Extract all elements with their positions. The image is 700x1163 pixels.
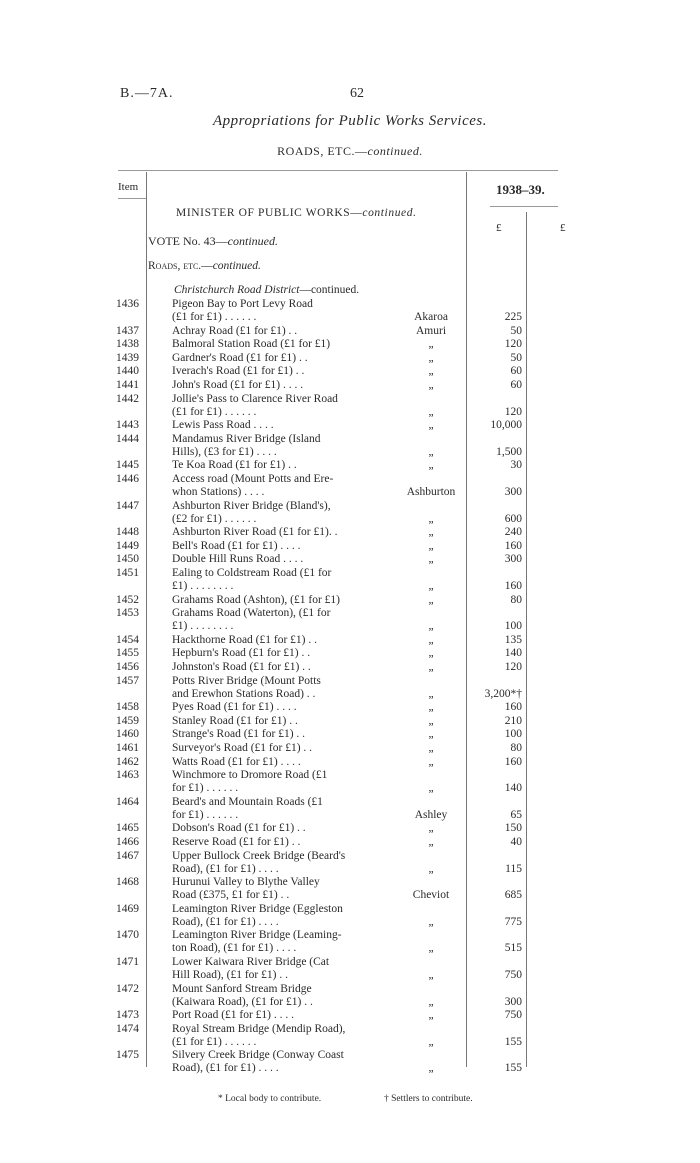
item-number: 1455 xyxy=(116,647,139,660)
item-description: Achray Road (£1 for £1) . . xyxy=(172,324,298,337)
amount: 120 xyxy=(504,405,522,418)
amount: 120 xyxy=(504,338,522,351)
item-number: 1475 xyxy=(116,1049,139,1062)
item-description: Winchmore to Dromore Road (£1 for £1) . . . . . . xyxy=(172,769,328,795)
item-description: Royal Stream Bridge (Mendip Road), (£1 for £1) . . . . . . xyxy=(172,1022,346,1048)
item-number: 1440 xyxy=(116,365,139,378)
item-description: Hurunui Valley to Blythe Valley Road (£375, £1 for £1) . . xyxy=(172,876,320,902)
district-continued: —continued. xyxy=(299,284,360,296)
minister-heading xyxy=(176,207,417,219)
item-description: Balmoral Station Road (£1 for £1) xyxy=(172,338,331,351)
local-authority: Cheviot xyxy=(412,889,450,902)
item-description: Port Road (£1 for £1) . . . . xyxy=(172,1009,295,1022)
amount: 160 xyxy=(504,701,522,714)
item-description: Stanley Road (£1 for £1) . . xyxy=(172,714,298,727)
item-description: Hackthorne Road (£1 for £1) . . xyxy=(172,633,317,646)
item-number: 1450 xyxy=(116,553,139,566)
item-description: Lewis Pass Road . . . . xyxy=(172,419,274,432)
item-description: John's Road (£1 for £1) . . . . xyxy=(172,379,304,391)
local-authority: Amuri xyxy=(415,324,447,337)
item-number: 1449 xyxy=(116,539,139,552)
subtitle-continued: continued. xyxy=(367,144,423,158)
item-number: 1465 xyxy=(116,822,139,835)
amount: 600 xyxy=(504,512,522,525)
item-description: Gardner's Road (£1 for £1) . . xyxy=(172,351,308,364)
footnote-settlers: † Settlers to contribute. xyxy=(384,1094,473,1104)
item-number: 1441 xyxy=(116,379,139,391)
local-authority: „ xyxy=(428,459,434,472)
local-authority: „ xyxy=(428,647,434,660)
local-authority: „ xyxy=(428,862,434,875)
local-authority: „ xyxy=(428,633,434,646)
page-subtitle xyxy=(0,144,700,159)
item-description: Silvery Creek Bridge (Conway Coast Road), (£1 for £1) . . . . xyxy=(172,1049,344,1075)
amount: 750 xyxy=(504,1009,522,1022)
amount: 775 xyxy=(504,915,522,928)
item-number: 1457 xyxy=(116,674,139,687)
amount: 135 xyxy=(504,633,522,646)
local-authority: „ xyxy=(428,836,434,848)
item-number: 1444 xyxy=(116,432,139,445)
local-authority: „ xyxy=(428,351,434,364)
footnote-local-body: * Local body to contribute. xyxy=(218,1094,322,1104)
amount: 140 xyxy=(504,782,522,795)
amount: 160 xyxy=(504,580,522,592)
item-description: Lower Kaiwara River Bridge (Cat Hill Road), (£1 for £1) . . xyxy=(172,956,330,981)
item-description: Pyes Road (£1 for £1) . . . . xyxy=(172,701,297,714)
minister-main: MINISTER OF PUBLIC WORKS— xyxy=(176,207,363,219)
minister-continued: continued. xyxy=(362,207,417,219)
local-authority: „ xyxy=(428,419,434,432)
amount: 750 xyxy=(504,969,522,981)
local-authority: „ xyxy=(428,782,434,795)
item-description: Jollie's Pass to Clarence River Road (£1 for £1) . . . . . . xyxy=(172,392,338,418)
item-description: Te Koa Road (£1 for £1) . . xyxy=(172,459,297,472)
amount: 240 xyxy=(504,526,522,539)
item-number: 1467 xyxy=(116,849,139,862)
item-description: Mandamus River Bridge (Island Hills), (£3 for £1) . . . . xyxy=(172,432,321,458)
local-authority: „ xyxy=(428,365,434,378)
amount: 80 xyxy=(510,593,522,606)
item-number: 1442 xyxy=(116,392,139,405)
amount: 300 xyxy=(504,553,522,566)
item-number: 1437 xyxy=(116,324,139,337)
roads-continued: continued. xyxy=(212,260,261,272)
amount: 210 xyxy=(504,714,522,727)
item-number: 1468 xyxy=(116,876,139,889)
local-authority: „ xyxy=(428,942,434,955)
item-number: 1451 xyxy=(116,567,139,579)
amount: 155 xyxy=(504,1062,522,1075)
district-heading xyxy=(174,284,359,296)
amount: 40 xyxy=(510,836,522,848)
item-number: 1461 xyxy=(116,742,139,754)
roads-main: Roads, etc.— xyxy=(148,260,213,272)
local-authority: „ xyxy=(428,553,434,566)
local-authority: Ashburton xyxy=(406,486,456,498)
item-header-rule xyxy=(118,198,146,199)
item-number: 1453 xyxy=(116,607,139,620)
local-authority: „ xyxy=(428,687,434,700)
local-authority: „ xyxy=(428,539,434,552)
item-column-header: Item xyxy=(118,181,139,193)
year-column-header: 1938–39. xyxy=(496,182,545,197)
amount: 515 xyxy=(504,942,522,955)
local-authority: „ xyxy=(428,580,434,592)
amount: 155 xyxy=(504,1035,522,1048)
item-number: 1454 xyxy=(116,633,139,646)
amount: 1,500 xyxy=(496,445,522,458)
local-authority: „ xyxy=(428,742,434,754)
vote-continued: continued. xyxy=(227,234,278,248)
item-description: Mount Sanford Stream Bridge (Kaiwara Road), (£1 for £1) . . xyxy=(172,982,313,1008)
amount: 3,200*† xyxy=(484,687,522,700)
item-number: 1473 xyxy=(116,1009,139,1022)
local-authority: „ xyxy=(428,728,434,741)
local-authority: „ xyxy=(428,969,434,981)
amount: 50 xyxy=(510,351,522,364)
item-description: Johnston's Road (£1 for £1) . . xyxy=(172,661,311,673)
item-description: Iverach's Road (£1 for £1) . . xyxy=(172,365,305,378)
item-description: Access road (Mount Potts and Ere- whon Stations) . . . . xyxy=(172,473,334,498)
roads-heading xyxy=(148,260,261,272)
item-description: Ealing to Coldstream Road (£1 for £1) . . . . . . . . xyxy=(172,567,332,592)
item-number: 1470 xyxy=(116,929,139,942)
item-description: Hepburn's Road (£1 for £1) . . xyxy=(172,647,311,660)
pound-symbol-1: £ xyxy=(496,222,502,234)
item-description: Watts Road (£1 for £1) . . . . xyxy=(172,755,301,768)
local-authority: Akaroa xyxy=(414,311,448,323)
item-description: Pigeon Bay to Port Levy Road (£1 for £1) . . . . . . xyxy=(172,298,313,323)
item-number: 1463 xyxy=(116,769,139,782)
local-authority: Ashley xyxy=(414,808,448,821)
amount: 65 xyxy=(510,808,522,821)
item-number: 1452 xyxy=(116,593,139,606)
item-description: Reserve Road (£1 for £1) . . xyxy=(172,836,301,848)
local-authority: „ xyxy=(428,526,434,539)
item-number: 1443 xyxy=(116,419,139,432)
item-number: 1466 xyxy=(116,836,139,848)
local-authority: „ xyxy=(428,1062,434,1075)
item-description: Potts River Bridge (Mount Potts and Erewhon Stations Road) . . xyxy=(172,674,321,700)
local-authority: „ xyxy=(428,620,434,633)
amount: 100 xyxy=(504,728,522,741)
amount: 10,000 xyxy=(490,419,522,432)
local-authority: „ xyxy=(428,995,434,1008)
amount: 685 xyxy=(504,889,522,902)
amount: 225 xyxy=(504,311,522,323)
item-description: Upper Bullock Creek Bridge (Beard's Road), (£1 for £1) . . . . xyxy=(172,849,346,875)
amount: 150 xyxy=(504,822,522,835)
amount: 60 xyxy=(510,379,522,391)
item-number: 1459 xyxy=(116,714,139,727)
local-authority: „ xyxy=(428,701,434,714)
document-reference: B.—7A. xyxy=(120,86,174,101)
amount-column-right-rule xyxy=(526,212,527,1067)
item-number: 1436 xyxy=(116,298,139,310)
local-authority: „ xyxy=(428,1009,434,1022)
amount: 140 xyxy=(504,647,522,660)
local-authority: „ xyxy=(428,714,434,727)
item-number: 1438 xyxy=(116,338,139,351)
amount: 300 xyxy=(504,486,522,498)
item-number: 1471 xyxy=(116,956,139,968)
item-number: 1458 xyxy=(116,701,139,714)
local-authority: „ xyxy=(428,915,434,928)
local-authority: „ xyxy=(428,338,434,351)
local-authority: „ xyxy=(428,661,434,673)
item-description: Strange's Road (£1 for £1) . . xyxy=(172,728,306,741)
table-top-rule xyxy=(118,170,558,171)
local-authority: „ xyxy=(428,405,434,418)
page-title: Appropriations for Public Works Services. xyxy=(213,113,487,129)
amount: 30 xyxy=(510,459,522,472)
item-description: Surveyor's Road (£1 for £1) . . xyxy=(172,742,313,754)
item-description: Dobson's Road (£1 for £1) . . xyxy=(172,822,306,835)
amount: 300 xyxy=(504,995,522,1008)
item-description: Leamington River Bridge (Eggleston Road), (£1 for £1) . . . . xyxy=(172,902,343,928)
amount: 120 xyxy=(504,661,522,673)
item-number: 1472 xyxy=(116,982,139,995)
local-authority: „ xyxy=(428,445,434,458)
item-number: 1462 xyxy=(116,755,139,768)
local-authority: „ xyxy=(428,512,434,525)
item-number: 1460 xyxy=(116,728,139,741)
amount: 50 xyxy=(510,324,522,337)
item-number: 1447 xyxy=(116,499,139,512)
item-number: 1445 xyxy=(116,459,139,472)
amount: 160 xyxy=(504,755,522,768)
item-description: Beard's and Mountain Roads (£1 for £1) . . . . . . xyxy=(172,795,323,821)
district-main: Christchurch Road District xyxy=(174,284,300,296)
item-description: Ashburton River Road (£1 for £1). . xyxy=(172,526,338,539)
year-header-rule xyxy=(490,206,558,207)
amount: 80 xyxy=(510,742,522,754)
vote-heading xyxy=(148,234,278,249)
page-number: 62 xyxy=(350,86,364,101)
item-number: 1474 xyxy=(116,1022,139,1035)
local-authority: „ xyxy=(428,822,434,835)
item-number: 1439 xyxy=(116,351,139,364)
item-number: 1456 xyxy=(116,661,139,673)
local-authority: „ xyxy=(428,379,434,391)
local-authority: „ xyxy=(428,593,434,606)
item-description: Double Hill Runs Road . . . . xyxy=(172,553,304,566)
item-description: Grahams Road (Waterton), (£1 for £1) . . . . . . . . xyxy=(172,607,331,633)
local-authority: „ xyxy=(428,1035,434,1048)
item-number: 1469 xyxy=(116,902,139,915)
item-column-divider xyxy=(146,172,147,1067)
amount: 60 xyxy=(510,365,522,378)
item-number: 1464 xyxy=(116,795,139,808)
item-number: 1446 xyxy=(116,473,139,485)
vote-main: VOTE No. 43— xyxy=(148,234,228,248)
item-description: Grahams Road (Ashton), (£1 for £1) xyxy=(172,593,340,606)
item-number: 1448 xyxy=(116,526,139,539)
item-description: Ashburton River Bridge (Bland's), (£2 for £1) . . . . . . xyxy=(172,499,331,525)
amount: 115 xyxy=(505,862,522,875)
item-description: Bell's Road (£1 for £1) . . . . xyxy=(172,539,301,552)
amount: 100 xyxy=(504,620,522,633)
local-authority: „ xyxy=(428,755,434,768)
item-description: Leamington River Bridge (Leaming- ton Road), (£1 for £1) . . . . xyxy=(172,929,342,955)
pound-symbol-2: £ xyxy=(560,222,566,234)
amount: 160 xyxy=(504,539,522,552)
subtitle-main: ROADS, ETC.— xyxy=(277,144,368,158)
